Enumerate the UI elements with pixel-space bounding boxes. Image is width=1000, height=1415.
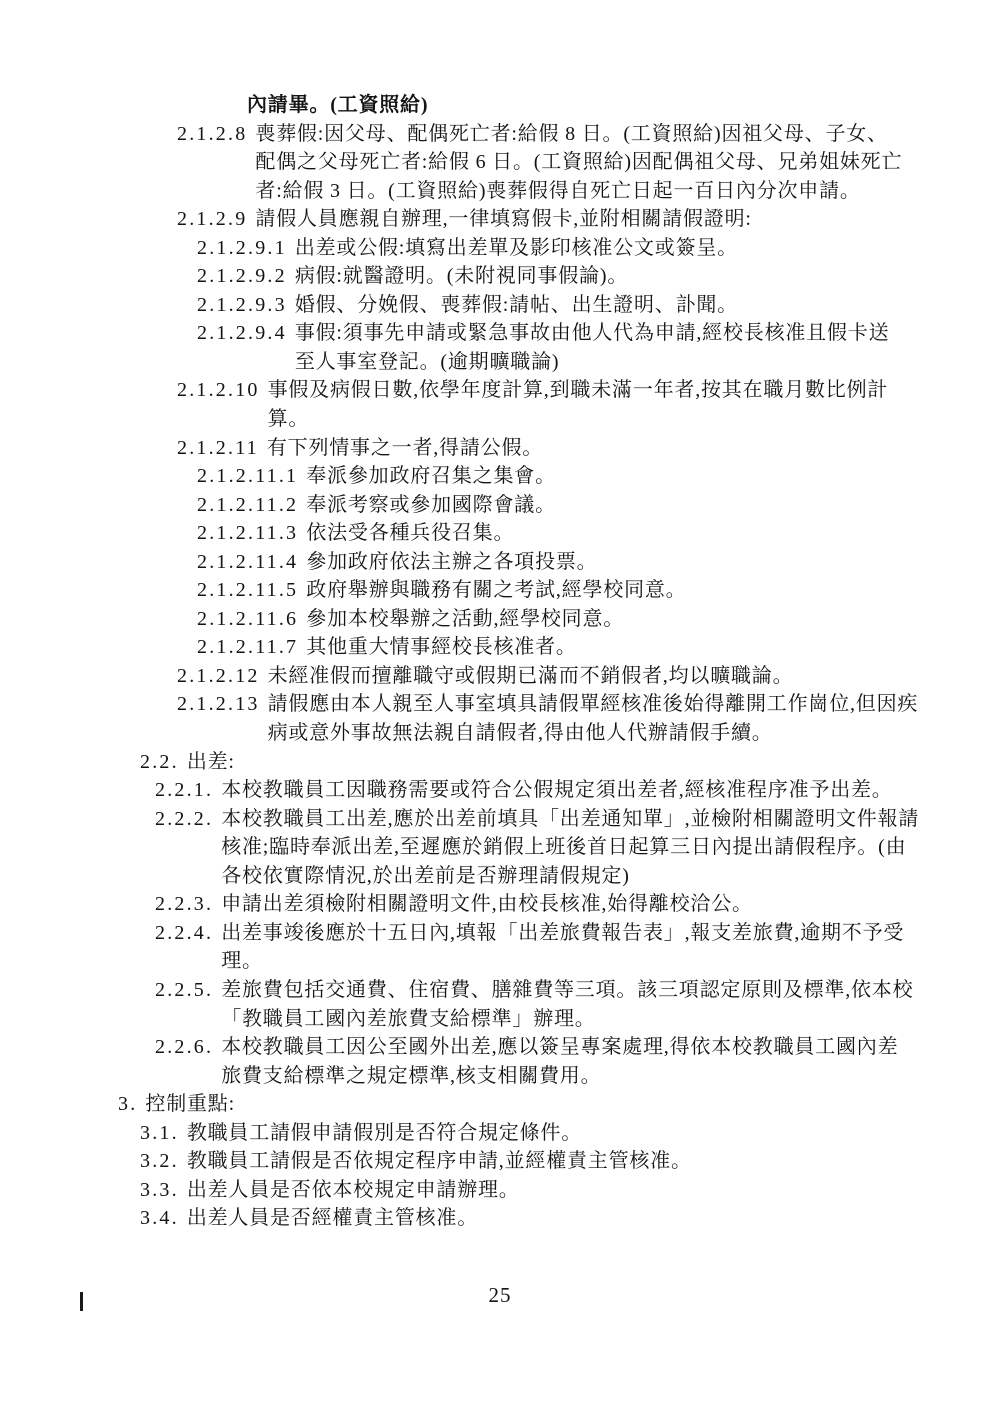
item-line: 病或意外事故無法親自請假者,得由他人代辦請假手續。 bbox=[267, 722, 773, 745]
item-number: 3.1. bbox=[140, 1121, 179, 1144]
list-item bbox=[155, 919, 1000, 976]
item-body bbox=[306, 548, 1000, 577]
list-item bbox=[155, 776, 1000, 805]
item-line: 出差: bbox=[186, 750, 235, 773]
item-number: 2.2.3. bbox=[155, 893, 214, 916]
item-number: 2.1.2.9.2 bbox=[197, 265, 287, 288]
item-body bbox=[187, 1176, 1000, 1205]
item-line: 者:給假 3 日。(工資照給)喪葬假得自死亡日起一百日內分次申請。 bbox=[255, 179, 861, 202]
list-item bbox=[177, 690, 1000, 747]
item-body bbox=[187, 1147, 1000, 1176]
item-number: 2.1.2.10 bbox=[177, 379, 260, 402]
continuation-line: 內請畢。(工資照給) bbox=[247, 94, 429, 116]
list-item bbox=[197, 234, 1000, 263]
list-item bbox=[197, 605, 1000, 634]
list-item bbox=[177, 434, 1000, 463]
item-number: 2.2.6. bbox=[155, 1036, 214, 1059]
item-body bbox=[295, 291, 1000, 320]
item-line: 參加政府依法主辦之各項投票。 bbox=[306, 550, 598, 573]
item-body bbox=[306, 605, 1000, 634]
item-line: 參加本校舉辦之活動,經學校同意。 bbox=[306, 607, 625, 630]
item-line: 配偶之父母死亡者:給假 6 日。(工資照給)因配偶祖父母、兄弟姐妹死亡 bbox=[255, 151, 903, 174]
item-line: 核准;臨時奉派出差,至遲應於銷假上班後首日起算三日內提出請假程序。(由 bbox=[221, 836, 907, 859]
item-body bbox=[221, 976, 1000, 1033]
item-body bbox=[255, 205, 1000, 234]
list-item bbox=[177, 376, 1000, 433]
item-line: 各校依實際情況,於出差前是否辦理請假規定) bbox=[221, 864, 630, 887]
list-item bbox=[155, 890, 1000, 919]
item-line: 事假:須事先申請或緊急事故由他人代為申請,經校長核准且假卡送 bbox=[294, 322, 890, 345]
list-item bbox=[140, 1147, 1000, 1176]
item-number: 2.1.2.11.3 bbox=[197, 522, 299, 545]
item-body bbox=[268, 376, 1000, 433]
item-body bbox=[306, 519, 1000, 548]
item-line: 理。 bbox=[221, 950, 263, 973]
list-item bbox=[155, 805, 1000, 891]
item-line: 出差或公假:填寫出差單及影印核准公文或簽呈。 bbox=[294, 236, 738, 259]
item-body bbox=[267, 434, 1000, 463]
item-body bbox=[306, 633, 1000, 662]
list-item bbox=[197, 519, 1000, 548]
item-line: 奉派參加政府召集之集會。 bbox=[306, 465, 556, 488]
item-number: 2.1.2.9.1 bbox=[197, 236, 287, 259]
item-body bbox=[295, 319, 1000, 376]
item-line: 本校教職員工因職務需要或符合公假規定須出差者,經核准程序准予出差。 bbox=[221, 779, 893, 802]
item-number: 2.1.2.11.4 bbox=[197, 550, 299, 573]
item-line: 差旅費包括交通費、住宿費、膳雜費等三項。該三項認定原則及標準,依本校 bbox=[221, 978, 914, 1001]
list-item bbox=[140, 1176, 1000, 1205]
list-item bbox=[197, 462, 1000, 491]
list-item bbox=[118, 1090, 1000, 1119]
item-line: 請假人員應親自辦理,一律填寫假卡,並附相關請假證明: bbox=[255, 208, 752, 231]
item-body bbox=[221, 1033, 1000, 1090]
item-number: 2.1.2.11.7 bbox=[197, 636, 299, 659]
item-number: 2.1.2.8 bbox=[177, 122, 248, 145]
item-number: 2.1.2.9.4 bbox=[197, 322, 287, 345]
list-item bbox=[140, 748, 1000, 777]
item-line: 政府舉辦與職務有關之考試,經學校同意。 bbox=[306, 579, 687, 602]
item-line: 奉派考察或參加國際會議。 bbox=[306, 493, 556, 516]
item-line: 依法受各種兵役召集。 bbox=[306, 522, 515, 545]
item-number: 2.1.2.11.6 bbox=[197, 607, 299, 630]
list-item bbox=[197, 319, 1000, 376]
item-number: 3.2. bbox=[140, 1150, 179, 1173]
item-number: 2.2. bbox=[140, 750, 179, 773]
item-number: 2.1.2.12 bbox=[177, 664, 260, 687]
item-line: 出差人員是否依本校規定申請辦理。 bbox=[186, 1178, 520, 1201]
item-line: 至人事室登記。(逾期曠職論) bbox=[294, 350, 560, 373]
item-line: 病假:就醫證明。(未附視同事假論)。 bbox=[294, 265, 629, 288]
item-line: 其他重大情事經校長核准者。 bbox=[306, 636, 577, 659]
item-number: 2.2.5. bbox=[155, 978, 214, 1001]
item-body bbox=[295, 262, 1000, 291]
item-body bbox=[145, 1090, 1000, 1119]
item-line: 出差人員是否經權責主管核准。 bbox=[186, 1207, 479, 1230]
list-item bbox=[197, 291, 1000, 320]
item-line: 喪葬假:因父母、配偶死亡者:給假 8 日。(工資照給)因祖父母、子女、 bbox=[255, 122, 888, 145]
item-number: 2.1.2.9.3 bbox=[197, 293, 287, 316]
item-number: 2.2.2. bbox=[155, 807, 214, 830]
item-line: 事假及病假日數,依學年度計算,到職未滿一年者,按其在職月數比例計 bbox=[267, 379, 889, 402]
item-body bbox=[221, 776, 1000, 805]
item-line: 旅費支給標準之規定標準,核支相關費用。 bbox=[221, 1064, 602, 1087]
numbered-list bbox=[0, 120, 1000, 1233]
item-line: 未經准假而擅離職守或假期已滿而不銷假者,均以曠職論。 bbox=[267, 664, 794, 687]
item-body bbox=[221, 805, 1000, 891]
list-item bbox=[177, 120, 1000, 206]
list-item bbox=[140, 1119, 1000, 1148]
item-line: 婚假、分娩假、喪葬假:請帖、出生證明、訃聞。 bbox=[294, 293, 738, 316]
list-item bbox=[140, 1204, 1000, 1233]
item-body bbox=[187, 1204, 1000, 1233]
item-line: 申請出差須檢附相關證明文件,由校長核准,始得離校洽公。 bbox=[221, 893, 753, 916]
item-line: 有下列情事之一者,得請公假。 bbox=[266, 436, 544, 459]
item-line: 「教職員工國內差旅費支給標準」辦理。 bbox=[221, 1007, 596, 1030]
item-number: 3.4. bbox=[140, 1207, 179, 1230]
item-line: 算。 bbox=[267, 408, 310, 431]
list-item bbox=[197, 491, 1000, 520]
item-line: 請假應由本人親至人事室填具請假單經核准後始得離開工作崗位,但因疾 bbox=[267, 693, 919, 716]
item-number: 2.2.4. bbox=[155, 921, 214, 944]
list-item bbox=[197, 262, 1000, 291]
list-item bbox=[155, 1033, 1000, 1090]
item-number: 2.1.2.13 bbox=[177, 693, 260, 716]
list-item bbox=[197, 633, 1000, 662]
item-body bbox=[268, 690, 1000, 747]
list-item bbox=[197, 548, 1000, 577]
item-number: 3.3. bbox=[140, 1178, 179, 1201]
item-body bbox=[306, 462, 1000, 491]
item-line: 本校教職員工出差,應於出差前填具「出差通知單」,並檢附相關證明文件報請 bbox=[221, 807, 920, 830]
list-item bbox=[197, 576, 1000, 605]
item-body bbox=[306, 491, 1000, 520]
item-line: 本校教職員工因公至國外出差,應以簽呈專案處理,得依本校教職員工國內差 bbox=[221, 1036, 899, 1059]
item-number: 2.2.1. bbox=[155, 779, 214, 802]
document-body bbox=[0, 91, 1000, 1233]
item-number: 2.1.2.11 bbox=[177, 436, 259, 459]
item-body bbox=[306, 576, 1000, 605]
item-number: 2.1.2.11.2 bbox=[197, 493, 299, 516]
item-line: 教職員工請假申請假別是否符合規定條件。 bbox=[186, 1121, 583, 1144]
list-item bbox=[177, 662, 1000, 691]
item-body bbox=[187, 748, 1000, 777]
list-item bbox=[155, 976, 1000, 1033]
item-number: 2.1.2.11.1 bbox=[197, 465, 299, 488]
item-number: 3. bbox=[118, 1093, 138, 1116]
item-body bbox=[187, 1119, 1000, 1148]
page-number: 25 bbox=[488, 1283, 512, 1307]
item-number: 2.1.2.11.5 bbox=[197, 579, 299, 602]
list-item bbox=[177, 205, 1000, 234]
item-body bbox=[268, 662, 1000, 691]
item-line: 出差事竣後應於十五日內,填報「出差旅費報告表」,報支差旅費,逾期不予受 bbox=[221, 921, 905, 944]
item-line: 控制重點: bbox=[145, 1093, 235, 1116]
item-body bbox=[221, 890, 1000, 919]
item-body bbox=[255, 120, 1000, 206]
item-body bbox=[295, 234, 1000, 263]
item-number: 2.1.2.9 bbox=[177, 208, 248, 231]
item-body bbox=[221, 919, 1000, 976]
item-line: 教職員工請假是否依規定程序申請,並經權責主管核准。 bbox=[186, 1150, 692, 1173]
